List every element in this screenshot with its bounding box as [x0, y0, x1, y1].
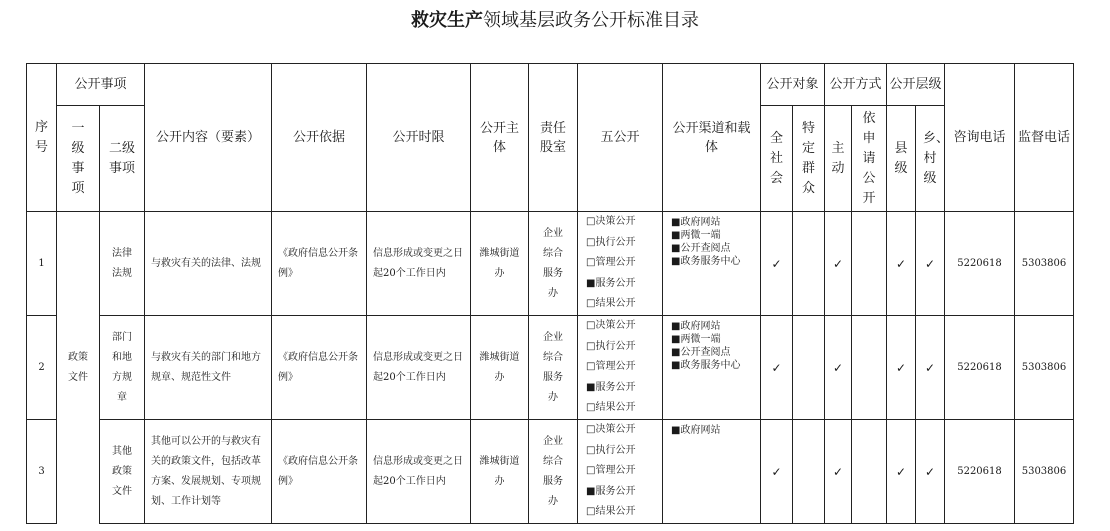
five-item: □管理公开: [586, 361, 636, 373]
consult-phone: 5220618: [945, 316, 1015, 420]
five-item: □决策公开: [586, 320, 636, 332]
level-town-header: 乡、村级: [916, 106, 945, 212]
channel-item: ■两微一端: [671, 334, 721, 345]
consult-phone: 5220618: [945, 420, 1015, 524]
supervise-phone: 5303806: [1015, 316, 1074, 420]
row-level2: 其他政策文件: [100, 420, 145, 524]
level1-cell: 政策文件: [57, 212, 100, 524]
row-basis: 《政府信息公开条例》: [272, 212, 367, 316]
check-mark: ✓: [825, 212, 852, 316]
row-five-list: [578, 316, 663, 420]
five-header: 五公开: [578, 64, 663, 212]
channel-item: ■公开查阅点: [671, 347, 731, 358]
items-group-header: 公开事项: [57, 64, 145, 106]
method-group-header: 公开方式: [825, 64, 887, 106]
catalog-table: [26, 63, 1074, 524]
five-item: □结果公开: [586, 298, 636, 310]
row-office: 企业综合服务办: [529, 212, 578, 316]
row-time: 信息形成或变更之日起20个工作日内: [367, 316, 471, 420]
five-item: □执行公开: [586, 340, 636, 352]
title-bold: 救灾生产: [411, 10, 483, 31]
row-seq: 1: [27, 212, 57, 316]
method-apply-header: 依申请公开: [852, 106, 887, 212]
check-mark: ✓: [916, 212, 945, 316]
check-mark: [793, 420, 825, 524]
check-mark: [852, 420, 887, 524]
row-channel-list: [663, 420, 761, 524]
page-title: [0, 6, 1110, 32]
row-office: 企业综合服务办: [529, 420, 578, 524]
target-all-header: 全社会: [761, 106, 793, 212]
channel-item: ■政务服务中心: [671, 256, 741, 267]
check-mark: ✓: [761, 212, 793, 316]
level-county-header: 县级: [887, 106, 916, 212]
supervise-header: 监督电话: [1015, 64, 1074, 212]
five-item: □管理公开: [586, 465, 636, 477]
five-item: □决策公开: [586, 424, 636, 436]
row-subject: 潍城街道办: [471, 316, 529, 420]
row-subject: 潍城街道办: [471, 212, 529, 316]
supervise-phone: 5303806: [1015, 212, 1074, 316]
check-mark: ✓: [887, 316, 916, 420]
content-header: 公开内容（要素）: [145, 64, 272, 212]
row-basis: 《政府信息公开条例》: [272, 420, 367, 524]
channel-item: ■两微一端: [671, 230, 721, 241]
check-mark: ✓: [761, 316, 793, 420]
level-group-header: 公开层级: [887, 64, 945, 106]
level2-header: 二级事项: [100, 106, 145, 212]
row-content: 其他可以公开的与救灾有关的政策文件，包括改革方案、发展规划、专项规划、工作计划等: [145, 420, 272, 524]
check-mark: ✓: [887, 212, 916, 316]
row-level2: 部门和地方规章: [100, 316, 145, 420]
row-channel-list: [663, 316, 761, 420]
table-row: [27, 316, 1074, 420]
check-mark: [793, 316, 825, 420]
check-mark: ✓: [825, 420, 852, 524]
table-row: [27, 420, 1074, 524]
subject-header: 公开主体: [471, 64, 529, 212]
check-mark: ✓: [916, 316, 945, 420]
row-seq: 3: [27, 420, 57, 524]
check-mark: [852, 212, 887, 316]
channel-item: ■政府网站: [671, 321, 721, 332]
table-row: [27, 212, 1074, 316]
row-content: 与救灾有关的部门和地方规章、规范性文件: [145, 316, 272, 420]
check-mark: [793, 212, 825, 316]
supervise-phone: 5303806: [1015, 420, 1074, 524]
row-basis: 《政府信息公开条例》: [272, 316, 367, 420]
row-time: 信息形成或变更之日起20个工作日内: [367, 420, 471, 524]
five-item: ■服务公开: [586, 485, 636, 497]
channel-header: 公开渠道和载体: [663, 64, 761, 212]
five-item: □执行公开: [586, 236, 636, 248]
title-rest: 领域基层政务公开标准目录: [483, 10, 699, 31]
channel-item: ■政府网站: [671, 425, 721, 436]
row-subject: 潍城街道办: [471, 420, 529, 524]
level1-header: 一级事项: [57, 106, 100, 212]
channel-item: ■公开查阅点: [671, 243, 731, 254]
five-item: □结果公开: [586, 402, 636, 414]
target-specific-header: 特定群众: [793, 106, 825, 212]
check-mark: ✓: [916, 420, 945, 524]
check-mark: ✓: [887, 420, 916, 524]
time-limit-header: 公开时限: [367, 64, 471, 212]
row-seq: 2: [27, 316, 57, 420]
check-mark: ✓: [761, 420, 793, 524]
row-channel-list: [663, 212, 761, 316]
five-item: □管理公开: [586, 257, 636, 269]
check-mark: [852, 316, 887, 420]
method-active-header: 主动: [825, 106, 852, 212]
five-item: □决策公开: [586, 216, 636, 228]
channel-item: ■政务服务中心: [671, 360, 741, 371]
row-five-list: [578, 420, 663, 524]
seq-header: 序号: [27, 64, 57, 212]
five-item: ■服务公开: [586, 277, 636, 289]
row-level2: 法律法规: [100, 212, 145, 316]
row-office: 企业综合服务办: [529, 316, 578, 420]
target-group-header: 公开对象: [761, 64, 825, 106]
row-content: 与救灾有关的法律、法规: [145, 212, 272, 316]
consult-header: 咨询电话: [945, 64, 1015, 212]
consult-phone: 5220618: [945, 212, 1015, 316]
five-item: □结果公开: [586, 506, 636, 518]
row-time: 信息形成或变更之日起20个工作日内: [367, 212, 471, 316]
five-item: □执行公开: [586, 444, 636, 456]
row-five-list: [578, 212, 663, 316]
basis-header: 公开依据: [272, 64, 367, 212]
channel-item: ■政府网站: [671, 217, 721, 228]
five-item: ■服务公开: [586, 381, 636, 393]
office-header: 责任股室: [529, 64, 578, 212]
check-mark: ✓: [825, 316, 852, 420]
